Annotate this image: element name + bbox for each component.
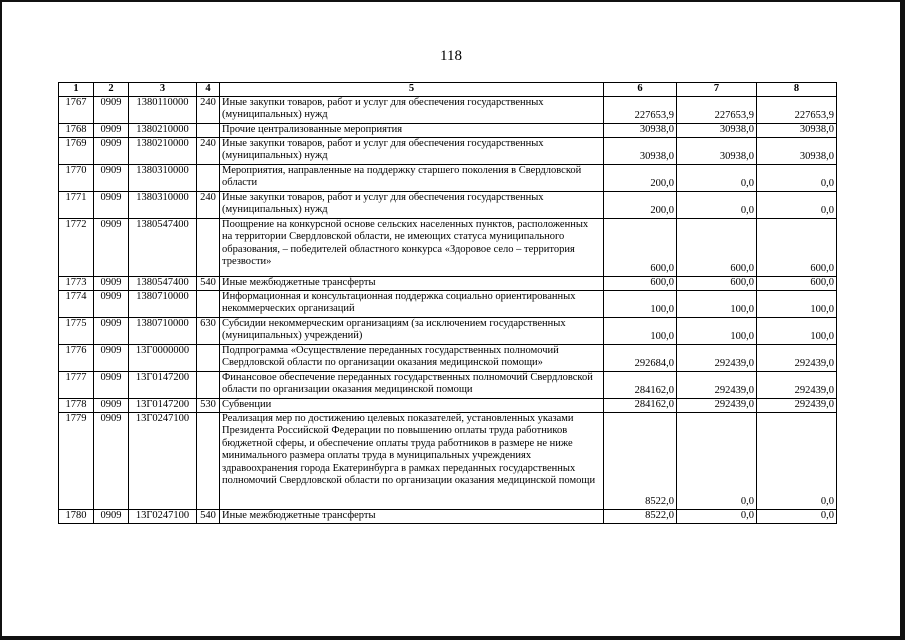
- target-code: 1380710000: [129, 317, 197, 344]
- row-description: Реализация мер по достижению целевых показателей, установленных указами Президента Российской Федерации по повышению оплаты труда работников бюджетной сферы, и обеспечение оплаты труда работников в размере не ниже минимального размера оплаты труда в муниципальных учреждениях здравоохранения города Екатеринбурга в рамках переданных государственных полномочий Свердловской области по организации оказания медицинской помощи: [220, 412, 604, 509]
- expense-type: [197, 123, 220, 137]
- expense-type: [197, 218, 220, 276]
- target-code: 1380110000: [129, 96, 197, 123]
- section-code: 0909: [94, 317, 129, 344]
- amount-col-6: 8522,0: [604, 412, 677, 509]
- amount-col-8: 30938,0: [757, 123, 837, 137]
- table-row: [59, 218, 837, 276]
- row-number: 1771: [59, 191, 94, 218]
- amount-col-6: 227653,9: [604, 96, 677, 123]
- row-number: 1772: [59, 218, 94, 276]
- expense-type: 540: [197, 509, 220, 523]
- amount-col-8: 292439,0: [757, 344, 837, 371]
- row-number: 1778: [59, 398, 94, 412]
- table-row: [59, 290, 837, 317]
- row-description: Иные межбюджетные трансферты: [220, 276, 604, 290]
- expense-type: [197, 412, 220, 509]
- row-number: 1769: [59, 137, 94, 164]
- amount-col-6: 200,0: [604, 191, 677, 218]
- target-code: 1380547400: [129, 218, 197, 276]
- header-col-7: 7: [677, 83, 757, 97]
- amount-col-6: 284162,0: [604, 398, 677, 412]
- table-body: [59, 96, 837, 523]
- table-row: [59, 371, 837, 398]
- expense-type: 530: [197, 398, 220, 412]
- expense-type: 240: [197, 96, 220, 123]
- row-number: 1770: [59, 164, 94, 191]
- amount-col-6: 292684,0: [604, 344, 677, 371]
- amount-col-8: 600,0: [757, 218, 837, 276]
- amount-col-6: 284162,0: [604, 371, 677, 398]
- section-code: 0909: [94, 276, 129, 290]
- table-row: [59, 509, 837, 523]
- section-code: 0909: [94, 137, 129, 164]
- row-number: 1780: [59, 509, 94, 523]
- expense-type: [197, 290, 220, 317]
- header-col-8: 8: [757, 83, 837, 97]
- table-row: [59, 123, 837, 137]
- section-code: 0909: [94, 123, 129, 137]
- amount-col-8: 30938,0: [757, 137, 837, 164]
- row-description: Финансовое обеспечение переданных государственных полномочий Свердловской области по организации оказания медицинской помощи: [220, 371, 604, 398]
- amount-col-6: 30938,0: [604, 123, 677, 137]
- amount-col-7: 0,0: [677, 509, 757, 523]
- target-code: 1380310000: [129, 164, 197, 191]
- header-col-1: 1: [59, 83, 94, 97]
- amount-col-6: 100,0: [604, 317, 677, 344]
- expense-type: 540: [197, 276, 220, 290]
- amount-col-7: 30938,0: [677, 123, 757, 137]
- amount-col-7: 0,0: [677, 164, 757, 191]
- row-number: 1774: [59, 290, 94, 317]
- expense-type: [197, 344, 220, 371]
- amount-col-8: 100,0: [757, 317, 837, 344]
- section-code: 0909: [94, 290, 129, 317]
- amount-col-7: 0,0: [677, 412, 757, 509]
- table-row: [59, 398, 837, 412]
- amount-col-8: 0,0: [757, 191, 837, 218]
- row-description: Субсидии некоммерческим организациям (за исключением государственных (муниципальных) учреждений): [220, 317, 604, 344]
- row-description: Субвенции: [220, 398, 604, 412]
- amount-col-6: 600,0: [604, 276, 677, 290]
- amount-col-7: 292439,0: [677, 344, 757, 371]
- section-code: 0909: [94, 412, 129, 509]
- section-code: 0909: [94, 344, 129, 371]
- row-description: Прочие централизованные мероприятия: [220, 123, 604, 137]
- target-code: 1380547400: [129, 276, 197, 290]
- target-code: 1380310000: [129, 191, 197, 218]
- expense-type: [197, 371, 220, 398]
- row-description: Иные закупки товаров, работ и услуг для обеспечения государственных (муниципальных) нужд: [220, 191, 604, 218]
- row-description: Иные закупки товаров, работ и услуг для обеспечения государственных (муниципальных) нужд: [220, 137, 604, 164]
- section-code: 0909: [94, 509, 129, 523]
- header-col-3: 3: [129, 83, 197, 97]
- expense-type: 240: [197, 191, 220, 218]
- expense-type: 630: [197, 317, 220, 344]
- amount-col-7: 100,0: [677, 317, 757, 344]
- row-number: 1767: [59, 96, 94, 123]
- row-description: Информационная и консультационная поддержка социально ориентированных некоммерческих организаций: [220, 290, 604, 317]
- page-number: 118: [440, 48, 462, 64]
- table-row: [59, 137, 837, 164]
- target-code: 13Г0247100: [129, 412, 197, 509]
- table-row: [59, 412, 837, 509]
- row-description: Иные межбюджетные трансферты: [220, 509, 604, 523]
- amount-col-6: 100,0: [604, 290, 677, 317]
- amount-col-7: 100,0: [677, 290, 757, 317]
- amount-col-8: 0,0: [757, 412, 837, 509]
- amount-col-8: 100,0: [757, 290, 837, 317]
- table-row: [59, 191, 837, 218]
- document-page: [2, 2, 900, 636]
- row-number: 1776: [59, 344, 94, 371]
- row-description: Поощрение на конкурсной основе сельских населенных пунктов, расположенных на территории Свердловской области, не имеющих статуса муниципального образования, – победителей областного конкурса «Здоровое село – территория трезвости»: [220, 218, 604, 276]
- target-code: 13Г0247100: [129, 509, 197, 523]
- row-description: Мероприятия, направленные на поддержку старшего поколения в Свердловской области: [220, 164, 604, 191]
- header-col-4: 4: [197, 83, 220, 97]
- amount-col-7: 0,0: [677, 191, 757, 218]
- section-code: 0909: [94, 191, 129, 218]
- amount-col-6: 600,0: [604, 218, 677, 276]
- header-col-2: 2: [94, 83, 129, 97]
- expense-type: [197, 164, 220, 191]
- amount-col-7: 600,0: [677, 218, 757, 276]
- table-row: [59, 344, 837, 371]
- section-code: 0909: [94, 164, 129, 191]
- section-code: 0909: [94, 371, 129, 398]
- amount-col-7: 227653,9: [677, 96, 757, 123]
- expense-type: 240: [197, 137, 220, 164]
- target-code: 13Г0147200: [129, 398, 197, 412]
- section-code: 0909: [94, 96, 129, 123]
- target-code: 13Г0147200: [129, 371, 197, 398]
- target-code: 1380710000: [129, 290, 197, 317]
- row-number: 1768: [59, 123, 94, 137]
- target-code: 1380210000: [129, 137, 197, 164]
- amount-col-6: 200,0: [604, 164, 677, 191]
- amount-col-7: 30938,0: [677, 137, 757, 164]
- table-row: [59, 317, 837, 344]
- table-row: [59, 164, 837, 191]
- target-code: 13Г0000000: [129, 344, 197, 371]
- budget-table: [58, 82, 837, 524]
- table-row: [59, 96, 837, 123]
- target-code: 1380210000: [129, 123, 197, 137]
- amount-col-8: 0,0: [757, 164, 837, 191]
- amount-col-7: 292439,0: [677, 398, 757, 412]
- amount-col-6: 30938,0: [604, 137, 677, 164]
- row-number: 1773: [59, 276, 94, 290]
- amount-col-6: 8522,0: [604, 509, 677, 523]
- amount-col-8: 292439,0: [757, 371, 837, 398]
- amount-col-7: 600,0: [677, 276, 757, 290]
- header-col-5: 5: [220, 83, 604, 97]
- section-code: 0909: [94, 218, 129, 276]
- amount-col-8: 292439,0: [757, 398, 837, 412]
- row-number: 1775: [59, 317, 94, 344]
- amount-col-7: 292439,0: [677, 371, 757, 398]
- row-description: Подпрограмма «Осуществление переданных государственных полномочий Свердловской области по организации оказания медицинской помощи»: [220, 344, 604, 371]
- amount-col-8: 227653,9: [757, 96, 837, 123]
- row-number: 1777: [59, 371, 94, 398]
- table-row: [59, 276, 837, 290]
- amount-col-8: 0,0: [757, 509, 837, 523]
- row-description: Иные закупки товаров, работ и услуг для обеспечения государственных (муниципальных) нужд: [220, 96, 604, 123]
- section-code: 0909: [94, 398, 129, 412]
- header-col-6: 6: [604, 83, 677, 97]
- amount-col-8: 600,0: [757, 276, 837, 290]
- table-header-row: [59, 83, 837, 97]
- row-number: 1779: [59, 412, 94, 509]
